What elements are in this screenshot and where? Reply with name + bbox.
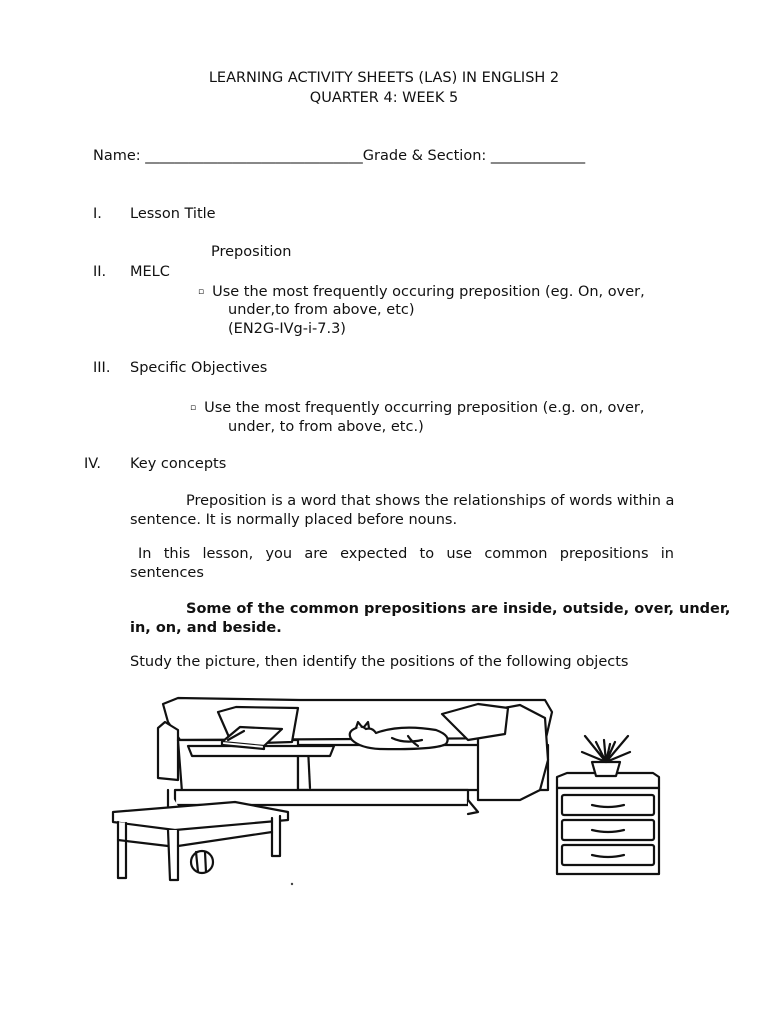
page-subtitle: QUARTER 4: WEEK 5 bbox=[309, 90, 459, 106]
melc-text-2: under,to from above, etc) bbox=[228, 302, 415, 318]
objective-text-1: Use the most frequently occurring preposition (e.g. on, over, bbox=[204, 400, 645, 416]
section-title-lesson: Lesson Title bbox=[130, 206, 216, 222]
melc-text-1: Use the most frequently occuring preposition (eg. On, over, bbox=[212, 284, 645, 300]
section-number-3: III. bbox=[93, 360, 111, 376]
paragraph-2-line-2: sentences bbox=[130, 565, 204, 581]
bullet-icon: ▫ bbox=[198, 287, 205, 297]
grade-section-label: Grade & Section: _____________ bbox=[362, 148, 586, 164]
section-number-1: I. bbox=[93, 206, 102, 222]
paragraph-1-line-2: sentence. It is normally placed before nouns. bbox=[130, 512, 458, 528]
paragraph-3-line-2: in, on, and beside. bbox=[130, 620, 282, 636]
section-title-objectives: Specific Objectives bbox=[130, 360, 268, 376]
paragraph-3-line-1: Some of the common prepositions are inside, outside, over, under, bbox=[186, 601, 731, 617]
lesson-title-value: Preposition bbox=[211, 244, 292, 260]
section-title-melc: MELC bbox=[130, 264, 170, 280]
melc-code: (EN2G-IVg-i-7.3) bbox=[228, 321, 346, 337]
paragraph-1-line-1: Preposition is a word that shows the relationships of words within a bbox=[186, 493, 675, 509]
bullet-icon: ▫ bbox=[190, 403, 197, 413]
objective-text-2: under, to from above, etc.) bbox=[228, 419, 424, 435]
ball-icon bbox=[191, 851, 213, 873]
paragraph-2-line-1: In this lesson, you are expected to use common prepositions in bbox=[138, 546, 674, 562]
plant-icon bbox=[582, 736, 630, 776]
cabinet-icon bbox=[557, 773, 659, 874]
name-label: Name: ______________________________ bbox=[93, 148, 363, 164]
sofa-icon bbox=[158, 698, 552, 814]
paragraph-4: Study the picture, then identify the positions of the following objects bbox=[130, 654, 629, 670]
page-title: LEARNING ACTIVITY SHEETS (LAS) IN ENGLISH 2 bbox=[208, 70, 560, 86]
section-number-2: II. bbox=[93, 264, 107, 280]
section-title-key-concepts: Key concepts bbox=[130, 456, 227, 472]
section-number-4: IV. bbox=[84, 456, 101, 472]
